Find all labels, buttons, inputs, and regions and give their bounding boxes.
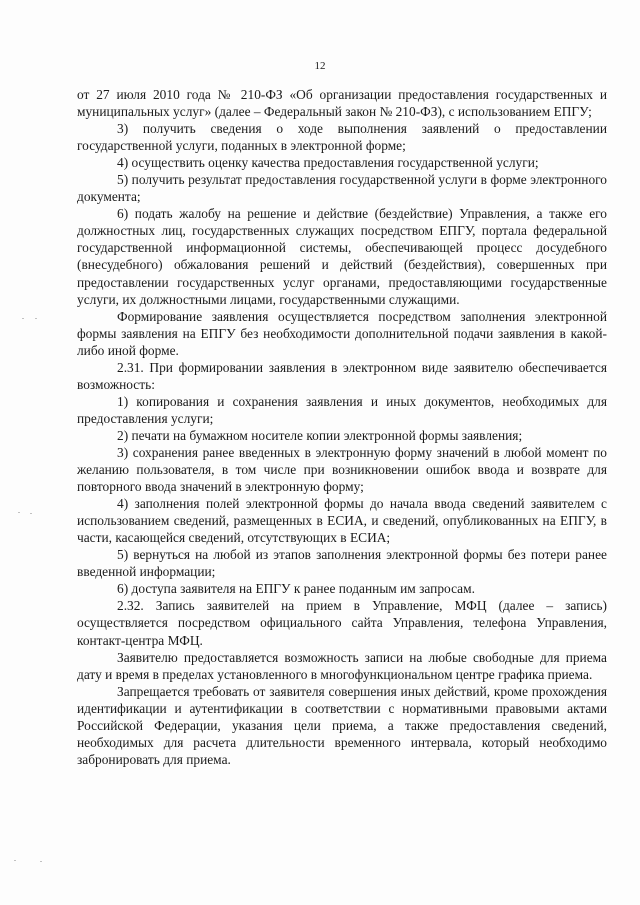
paragraph-2-32: 2.32. Запись заявителей на прием в Управление, МФЦ (далее – запись) осуществляется посредством официального сайта Управления, телефона Управления, контакт-центра МФЦ. [77,598,607,648]
page-number: 12 [314,60,326,72]
scan-artifact [14,860,16,861]
paragraph-2-31-item-6: 6) доступа заявителя на ЕПГУ к ранее поданным им запросам. [117,581,475,597]
paragraph-2-31-item-4: 4) заполнения полей электронной формы до начала ввода сведений заявителем с использованием сведений, размещенных в ЕСИА, и сведений, опубликованных на ЕПГУ, в части, касающейся сведений, отсутствующих в ЕСИА; [77,496,607,546]
paragraph-item-6: 6) подать жалобу на решение и действие (бездействие) Управления, а также его должностных лиц, государственных служащих посредством ЕПГУ, портала федеральной государственной информационной системы, обеспечивающей процесс досудебного (внесудебного) обжалования решений и действий (бездействия), совершенных при предоставлении государственных услуг органами, предоставляющими государственные услуги, их должностными лицами, государственными служащими. [77,206,607,307]
paragraph-form-creation: Формирование заявления осуществляется посредством заполнения электронной формы заявления на ЕПГУ без необходимости дополнительной подачи заявления в какой-либо иной форме. [77,308,607,358]
scan-artifact [22,318,24,319]
paragraph-item-5: 5) получить результат предоставления государственной услуги в форме электронного документа; [77,172,607,205]
paragraph-law-reference: от 27 июля 2010 года № 210-ФЗ «Об организации предоставления государственных и муниципальных услуг» (далее – Федеральный закон № 210-ФЗ), с использованием ЕПГУ; [77,87,607,120]
paragraph-2-31: 2.31. При формировании заявления в электронном виде заявителю обеспечивается возможность: [77,359,607,392]
paragraph-prohibition: Запрещается требовать от заявителя совершения иных действий, кроме прохождения идентификации и аутентификации в соответствии с нормативными правовыми актами Российской Федерации, указания цели приема, а также предоставления сведений, необходимых для расчета длительности временного интервала, который необходимо забронировать для приема. [77,683,607,767]
paragraph-item-3: 3) получить сведения о ходе выполнения заявлений о предоставлении государственной услуги, поданных в электронной форме; [77,121,607,154]
paragraph-2-31-item-3: 3) сохранения ранее введенных в электронную форму значений в любой момент по желанию пользователя, в том числе при возникновении ошибок ввода и возврате для повторного ввода значений в электронную форму; [77,444,607,495]
paragraph-2-31-item-1: 1) копирования и сохранения заявления и иных документов, необходимых для предоставления услуги; [77,393,607,426]
scan-artifact [18,512,20,513]
scan-artifact [40,861,42,862]
scan-artifact [35,318,37,319]
paragraph-appointment: Заявителю предоставляется возможность записи на любые свободные для приема дату и время в пределах установленного в многофункциональном центре графика приема. [77,649,607,682]
document-body [77,86,607,768]
paragraph-item-4: 4) осуществить оценку качества предоставления государственной услуги; [117,155,539,171]
paragraph-2-31-item-2: 2) печати на бумажном носителе копии электронной формы заявления; [117,427,523,443]
paragraph-2-31-item-5: 5) вернуться на любой из этапов заполнения электронной формы без потери ранее введенной информации; [77,547,607,580]
scan-artifact [30,513,32,514]
